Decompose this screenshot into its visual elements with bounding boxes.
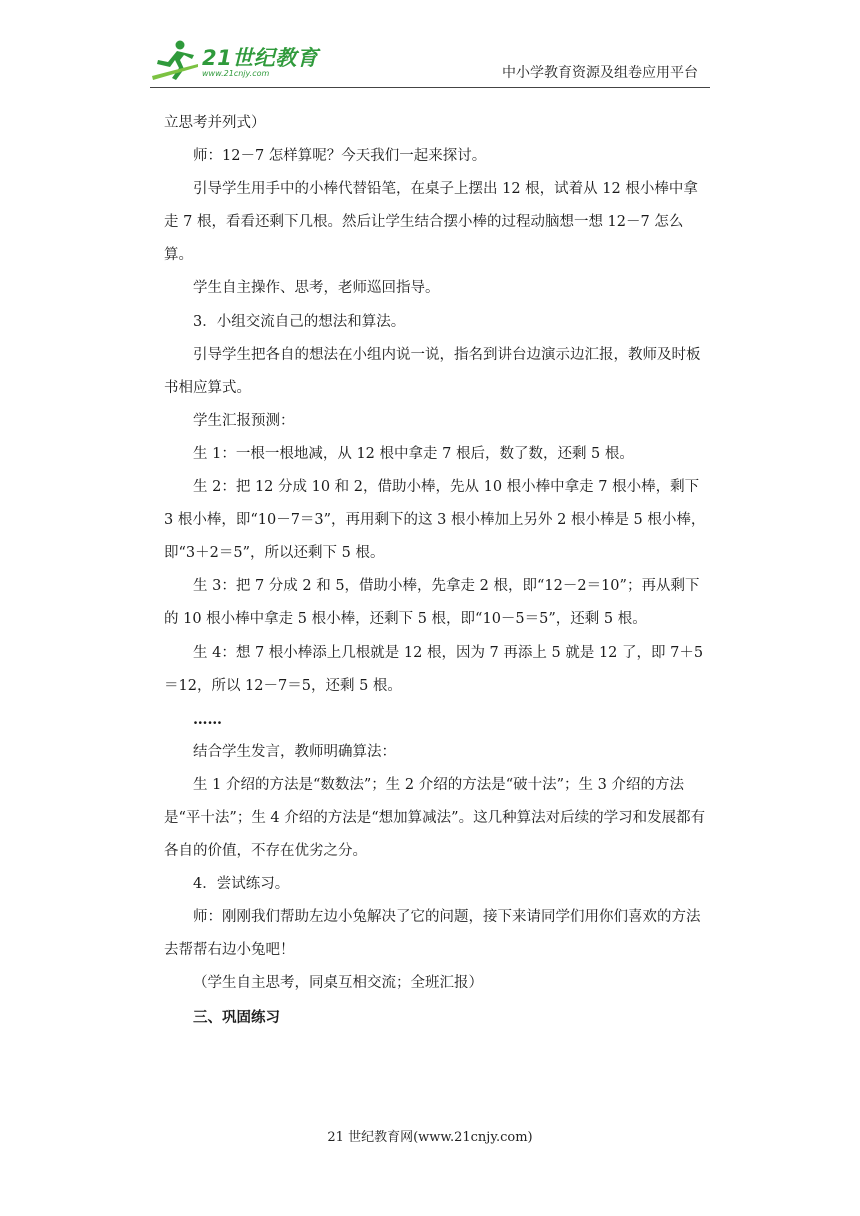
logo-url: www.21cnjy.com [202, 69, 270, 78]
paragraph: 结合学生发言，教师明确算法： [193, 743, 396, 760]
paragraph: 生 4：想 7 根小棒添上几根就是 12 根，因为 7 再添上 5 就是 12 了，即 7＋5＝12，所以 12－7＝5，还剩 5 根。 [164, 644, 704, 694]
runner-logo-icon [150, 38, 200, 84]
paragraph: 引导学生用手中的小棒代替铅笔，在桌子上摆出 12 根，试着从 12 根小棒中拿走 7 根，看看还剩下几根。然后让学生结合摆小棒的过程动脑想一想 12－7 怎么算。 [164, 181, 698, 264]
paragraph: 立思考并列式） [164, 115, 266, 131]
logo-text: 21世纪教育 [202, 46, 319, 70]
document-body [164, 107, 710, 1034]
platform-title: 中小学教育资源及组卷应用平台 [502, 65, 698, 81]
paragraph: 学生汇报预测： [193, 412, 295, 429]
header-divider [150, 87, 710, 88]
paragraph: 生 1 介绍的方法是“数数法”；生 2 介绍的方法是“破十法”；生 3 介绍的方法是“平十法”；生 4 介绍的方法是“想加算减法”。这几种算法对后续的学习和发展都有各自的价值，不存在优劣之分。 [164, 776, 706, 860]
paragraph: 师：刚刚我们帮助左边小兔解决了它的问题，接下来请同学们用你们喜欢的方法去帮帮右边小兔吧！ [164, 909, 701, 959]
section-heading: 三、巩固练习 [193, 1008, 280, 1026]
paragraph: 师：12－7 怎样算呢？今天我们一起来探讨。 [193, 148, 487, 165]
section-heading: …… [193, 710, 222, 728]
site-logo[interactable] [150, 38, 320, 84]
paragraph: 生 2：把 12 分成 10 和 2，借助小棒，先从 10 根小棒中拿走 7 根小棒，剩下 3 根小棒，即“10－7＝3”，再用剩下的这 3 根小棒加上另外 2 根小棒是 5 根小棒，即“3＋2＝5”，所以还剩下 5 根。 [164, 479, 706, 562]
paragraph: 生 1：一根一根地减，从 12 根中拿走 7 根后，数了数，还剩 5 根。 [193, 445, 634, 462]
paragraph: 生 3：把 7 分成 2 和 5，借助小棒，先拿走 2 根，即“12－2＝10”；再从剩下的 10 根小棒中拿走 5 根小棒，还剩下 5 根，即“10－5＝5”，还剩 5 根。 [164, 578, 700, 628]
page-header [0, 0, 860, 92]
paragraph: 学生自主操作、思考，老师巡回指导。 [193, 280, 440, 297]
paragraph: 3．小组交流自己的想法和算法。 [193, 313, 406, 330]
page-footer: 21 世纪教育网(www.21cnjy.com) [327, 1130, 533, 1145]
paragraph: 4．尝试练习。 [193, 876, 290, 893]
paragraph: 引导学生把各自的想法在小组内说一说，指名到讲台边演示边汇报，教师及时板书相应算式。 [164, 346, 701, 396]
paragraph: （学生自主思考，同桌互相交流；全班汇报） [193, 975, 483, 992]
